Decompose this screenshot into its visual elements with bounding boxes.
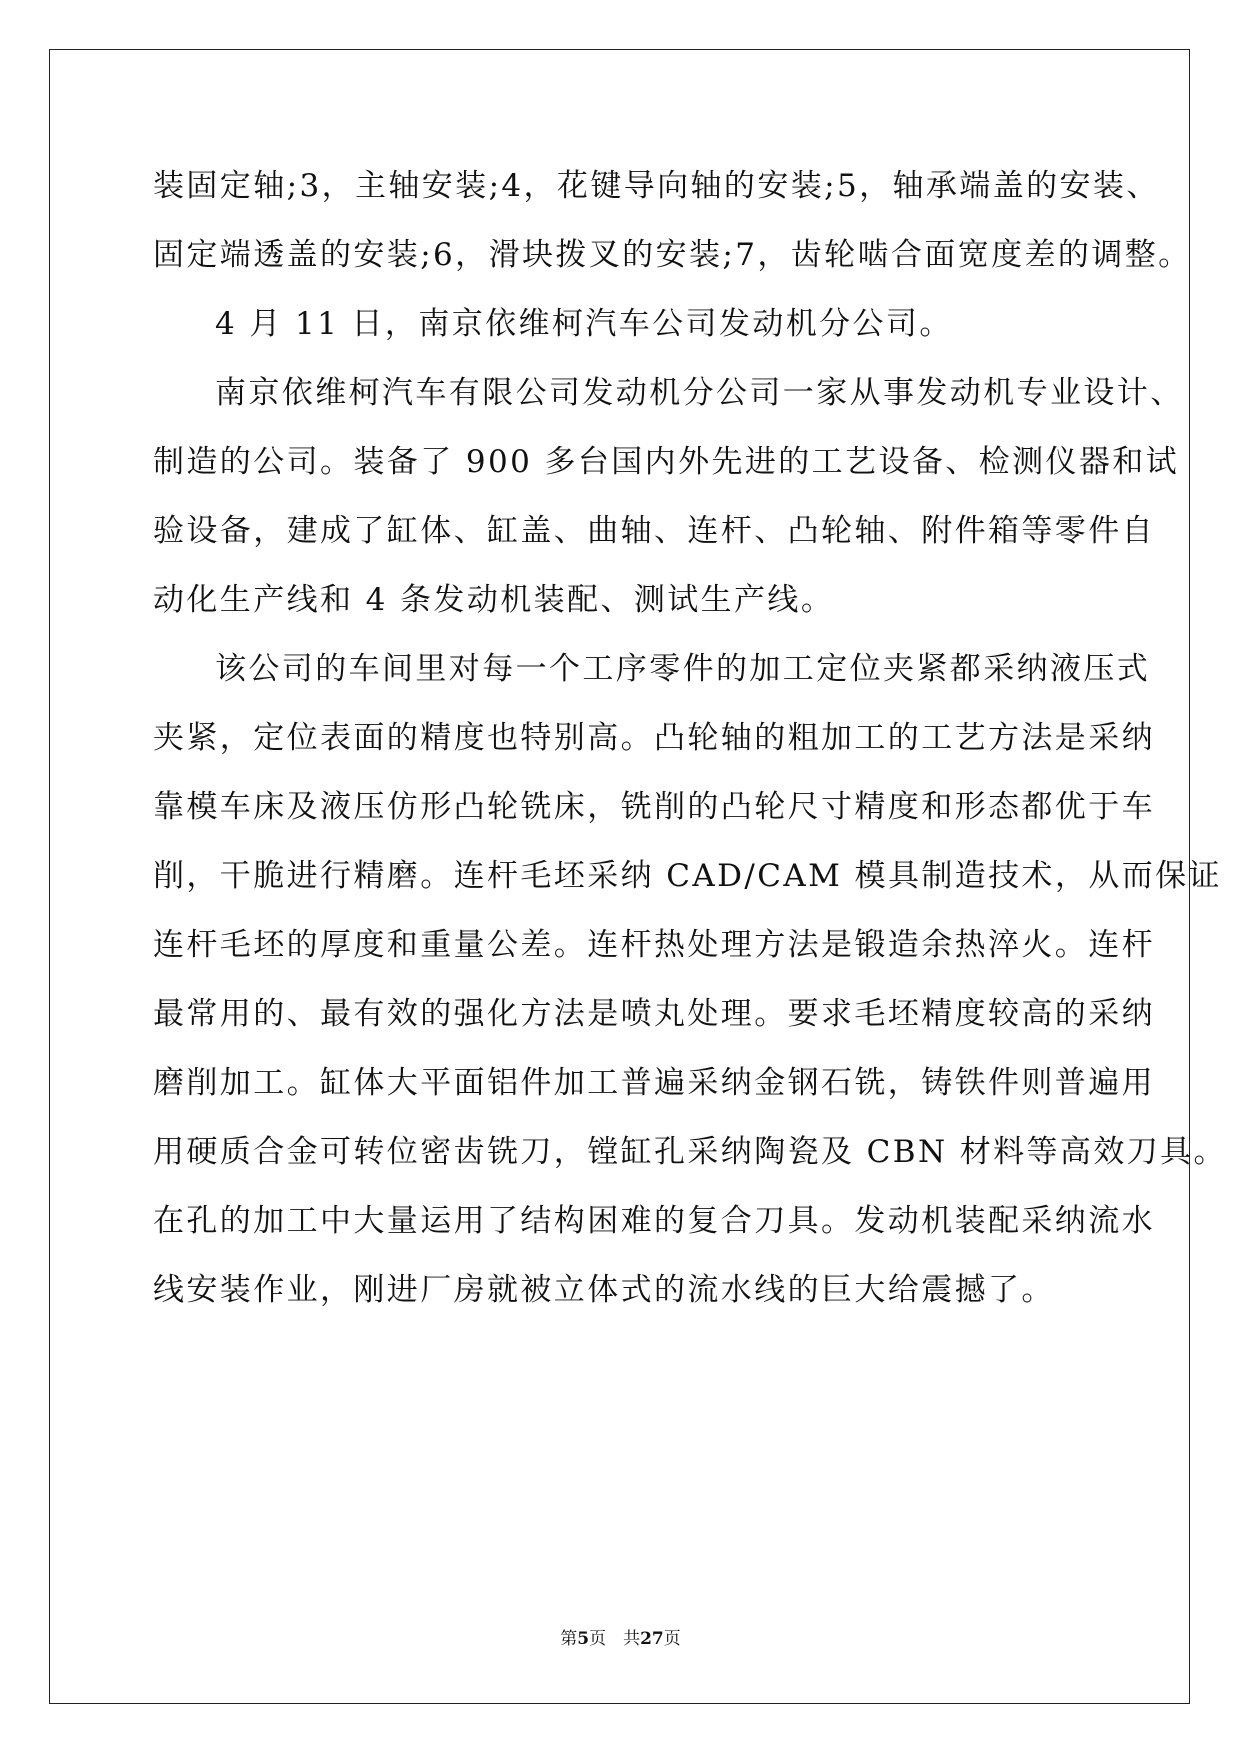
text-line: 连杆毛坯的厚度和重量公差。连杆热处理方法是锻造余热淬火。连杆 [153,927,1155,963]
footer-prefix: 第 [560,1629,578,1649]
current-page-number: 5 [577,1629,590,1649]
text-line: 在孔的加工中大量运用了结构困难的复合刀具。发动机装配采纳流水 [153,1203,1155,1239]
text-line: 靠模车床及液压仿形凸轮铣床，铣削的凸轮尺寸精度和形态都优于车 [153,789,1155,825]
text-line: 削，干脆进行精磨。连杆毛坯采纳 CAD/CAM 模具制造技术，从而保证 [153,858,1222,894]
total-page-count: 27 [640,1629,664,1649]
text-line: 磨削加工。缸体大平面铝件加工普遍采纳金钢石铣，铸铁件则普遍用 [153,1065,1155,1101]
footer-suffix: 页 [663,1629,681,1649]
text-line: 动化生产线和 4 条发动机装配、测试生产线。 [153,582,835,618]
paragraph-start-line: 4 月 11 日，南京依维柯汽车公司发动机分公司。 [215,306,953,342]
text-line: 夹紧，定位表面的精度也特别高。凸轮轴的粗加工的工艺方法是采纳 [153,720,1155,756]
page-footer [0,1628,1241,1650]
text-line: 用硬质合金可转位密齿铣刀，镗缸孔采纳陶瓷及 CBN 材料等高效刀具。 [153,1134,1227,1170]
text-line: 验设备，建成了缸体、缸盖、曲轴、连杆、凸轮轴、附件箱等零件自 [153,513,1155,549]
footer-middle: 页 共 [589,1629,641,1649]
text-line: 线安装作业，刚进厂房就被立体式的流水线的巨大给震撼了。 [153,1272,1055,1308]
paragraph-start-line: 南京依维柯汽车有限公司发动机分公司一家从事发动机专业设计、 [215,375,1184,411]
paragraph-start-line: 该公司的车间里对每一个工序零件的加工定位夹紧都采纳液压式 [215,651,1151,687]
text-line: 制造的公司。装备了 900 多台国内外先进的工艺设备、检测仪器和试 [153,444,1180,480]
text-line: 固定端透盖的安装;6，滑块拨叉的安装;7，齿轮啮合面宽度差的调整。 [153,237,1192,273]
text-line: 装固定轴;3，主轴安装;4，花键导向轴的安装;5，轴承端盖的安装、 [153,168,1160,204]
text-line: 最常用的、最有效的强化方法是喷丸处理。要求毛坯精度较高的采纳 [153,996,1155,1032]
